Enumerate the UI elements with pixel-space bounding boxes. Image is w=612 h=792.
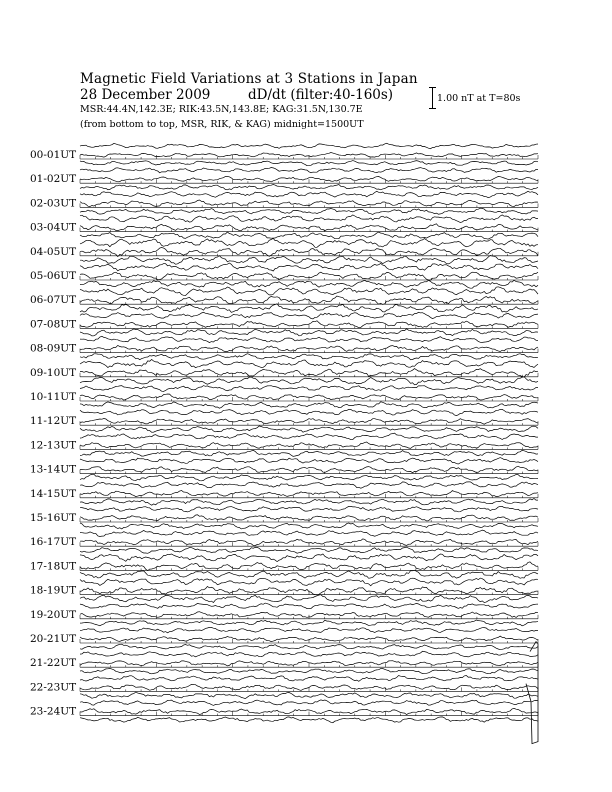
trace-msr bbox=[80, 668, 538, 673]
hour-label: 06-07UT bbox=[30, 294, 77, 307]
chart-title: Magnetic Field Variations at 3 Stations in Japan bbox=[80, 71, 418, 87]
trace-kag bbox=[80, 409, 538, 415]
trace-msr bbox=[80, 570, 538, 578]
trace-msr bbox=[80, 426, 538, 432]
hour-label: 22-23UT bbox=[30, 681, 77, 694]
hour-label: 19-20UT bbox=[30, 608, 77, 621]
hour-label: 00-01UT bbox=[30, 149, 77, 161]
hour-label: 18-19UT bbox=[30, 584, 77, 597]
trace-msr bbox=[80, 717, 538, 723]
hour-row bbox=[30, 530, 538, 553]
hour-row bbox=[30, 215, 538, 239]
hour-row bbox=[30, 506, 538, 529]
hour-row bbox=[30, 651, 538, 674]
trace-msr bbox=[80, 595, 538, 603]
trace-kag bbox=[80, 191, 538, 197]
trace-kag bbox=[80, 482, 538, 488]
hour-row bbox=[30, 578, 538, 602]
hour-label: 07-08UT bbox=[30, 318, 77, 331]
trace-kag bbox=[80, 458, 538, 464]
trace-msr bbox=[80, 377, 538, 385]
trace-kag bbox=[80, 263, 538, 271]
trace-kag bbox=[80, 603, 538, 609]
hour-label: 03-04UT bbox=[30, 221, 77, 234]
hour-label: 04-05UT bbox=[30, 245, 77, 258]
trace-kag bbox=[80, 627, 538, 632]
hour-label: 08-09UT bbox=[30, 342, 77, 355]
trace-msr bbox=[80, 329, 538, 336]
trace-kag bbox=[80, 578, 538, 586]
hour-row bbox=[30, 554, 538, 578]
hour-label: 09-10UT bbox=[30, 366, 77, 379]
trace-kag bbox=[80, 143, 538, 148]
hour-row bbox=[30, 168, 538, 190]
trace-kag bbox=[80, 168, 538, 173]
trace-msr bbox=[80, 499, 538, 506]
scale-label: 1.00 nT at T=80s bbox=[437, 93, 521, 104]
trace-kag bbox=[80, 506, 538, 512]
trace-msr bbox=[80, 232, 538, 239]
hour-row bbox=[30, 482, 538, 505]
hour-label: 02-03UT bbox=[30, 197, 77, 210]
trace-kag bbox=[80, 386, 538, 392]
trace-kag bbox=[80, 554, 538, 562]
hour-label: 05-06UT bbox=[30, 270, 77, 282]
trace-msr bbox=[80, 208, 538, 214]
trace-kag bbox=[80, 433, 538, 440]
quantity-label: dD/dt (filter:40-160s) bbox=[248, 87, 394, 103]
hour-row bbox=[30, 458, 538, 481]
station-coordinates: MSR:44.4N,142.3E; RIK:43.5N,143.8E; KAG:31.5N,130.7E bbox=[80, 104, 363, 115]
trace-kag bbox=[80, 336, 538, 342]
trace-kag bbox=[80, 676, 538, 682]
hour-label: 12-13UT bbox=[30, 439, 77, 452]
hour-label: 20-21UT bbox=[30, 633, 77, 645]
hour-row bbox=[30, 191, 538, 214]
hour-row bbox=[30, 238, 538, 264]
hour-label: 14-15UT bbox=[30, 487, 77, 500]
hour-label: 21-22UT bbox=[30, 657, 77, 670]
trace-rik bbox=[80, 200, 538, 207]
trace-msr bbox=[80, 620, 538, 626]
hour-row bbox=[30, 312, 538, 336]
trace-kag bbox=[80, 530, 538, 536]
large-excursion-trace bbox=[526, 642, 538, 744]
trace-msr bbox=[80, 255, 538, 264]
trace-msr bbox=[80, 523, 538, 529]
trace-kag bbox=[80, 312, 538, 319]
hour-row bbox=[30, 433, 538, 456]
hour-label: 13-14UT bbox=[30, 463, 77, 476]
trace-msr bbox=[80, 644, 538, 650]
trace-msr bbox=[80, 280, 538, 288]
hour-label: 15-16UT bbox=[30, 512, 77, 524]
hour-row bbox=[30, 287, 538, 313]
trace-msr bbox=[80, 402, 538, 408]
hour-row bbox=[30, 360, 538, 385]
hour-label: 11-12UT bbox=[30, 415, 77, 428]
trace-kag bbox=[80, 215, 538, 223]
hour-row bbox=[30, 676, 538, 699]
trace-kag bbox=[80, 651, 538, 657]
trace-msr bbox=[80, 692, 538, 699]
hour-label: 17-18UT bbox=[30, 560, 77, 573]
trace-msr bbox=[80, 304, 538, 313]
hour-row bbox=[30, 336, 538, 359]
station-order-note: (from bottom to top, MSR, RIK, & KAG) midnight=1500UT bbox=[80, 119, 364, 130]
hour-row bbox=[30, 627, 538, 649]
trace-msr bbox=[80, 474, 538, 481]
date-label: 28 December 2009 bbox=[80, 87, 211, 103]
hour-row bbox=[30, 409, 538, 432]
hour-label: 01-02UT bbox=[30, 173, 77, 186]
hour-row bbox=[30, 603, 538, 626]
hour-row bbox=[30, 386, 538, 409]
trace-rik bbox=[80, 612, 538, 618]
trace-msr bbox=[80, 354, 538, 360]
trace-msr bbox=[80, 547, 538, 553]
hour-row bbox=[30, 700, 538, 723]
trace-msr bbox=[80, 161, 538, 166]
hour-label: 16-17UT bbox=[30, 536, 77, 549]
hour-row bbox=[30, 263, 538, 288]
hour-row bbox=[30, 143, 538, 165]
hour-label: 23-24UT bbox=[30, 705, 77, 718]
hour-label: 10-11UT bbox=[30, 391, 77, 403]
trace-msr bbox=[80, 450, 538, 456]
trace-msr bbox=[80, 185, 538, 190]
trace-kag bbox=[80, 700, 538, 706]
trace-kag bbox=[80, 360, 538, 368]
trace-kag bbox=[80, 238, 538, 247]
